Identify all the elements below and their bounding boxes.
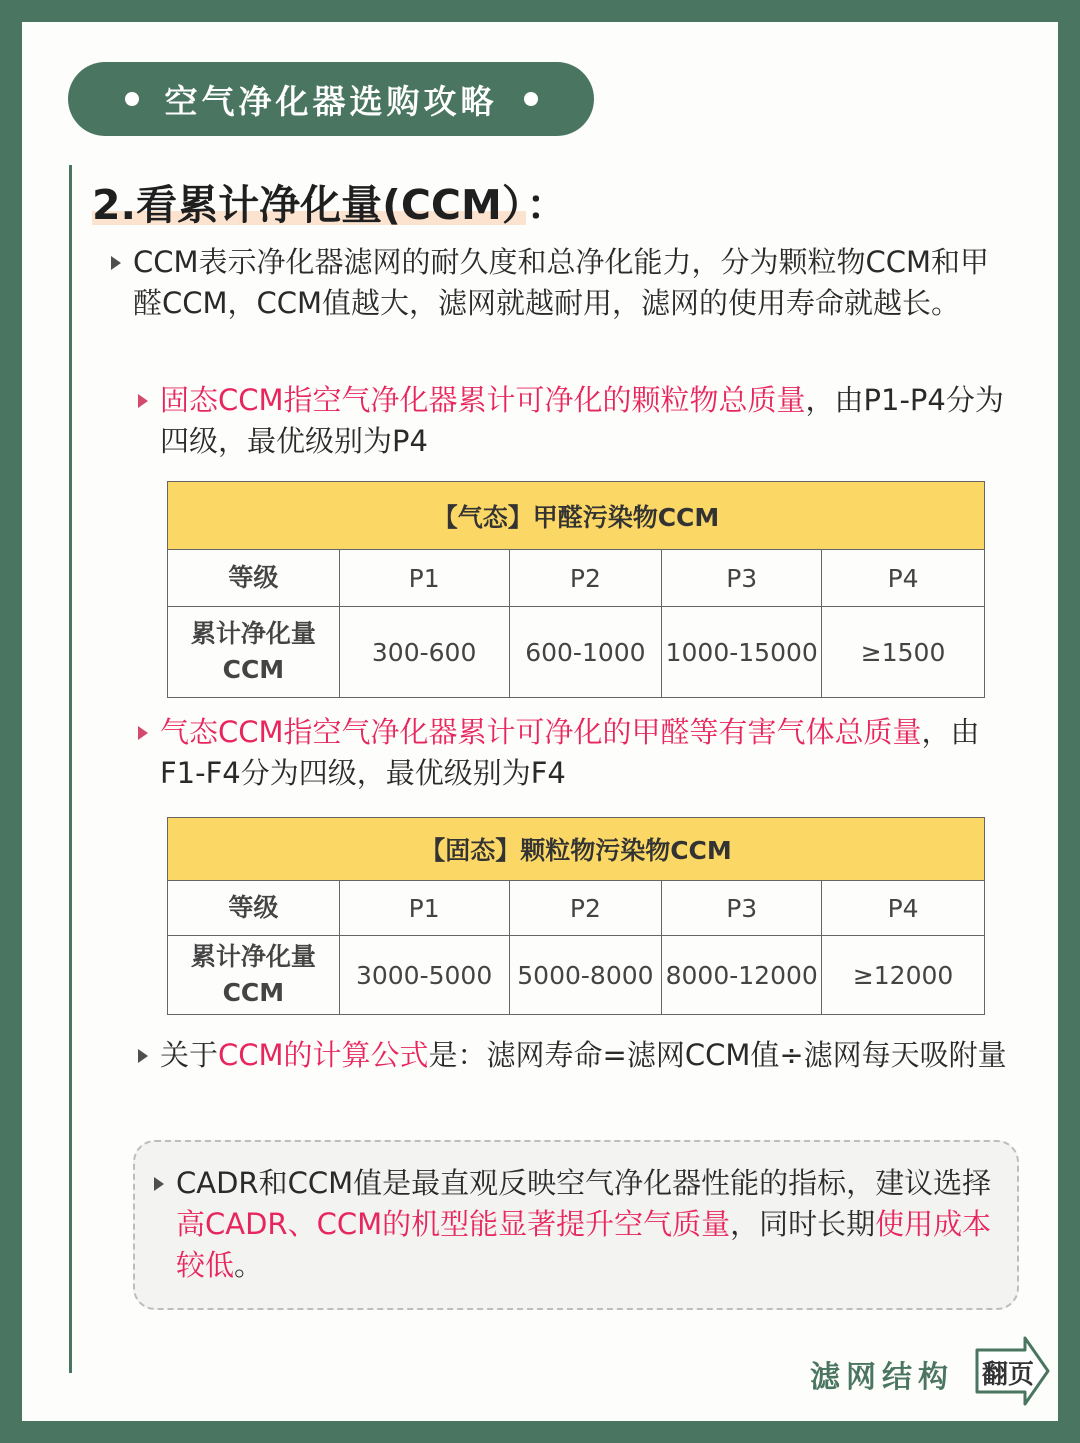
value-cell: 1000-15000 <box>662 607 822 698</box>
value-cell: 8000-12000 <box>662 936 822 1015</box>
value-cell: 300-600 <box>339 607 509 698</box>
bullet-dot-left <box>125 92 139 106</box>
gas-ccm-highlight: 气态CCM指空气净化器累计可净化的甲醛等有害气体总质量 <box>160 715 922 749</box>
table-title: 【气态】甲醛污染物CCM <box>168 482 985 550</box>
grade-cell: P2 <box>509 550 662 607</box>
bullet-triangle-icon <box>138 394 148 408</box>
table-row <box>168 881 985 936</box>
ccm-label-line1: 累计净化量 <box>190 942 316 971</box>
next-page-label: 翻页 <box>982 1360 1035 1390</box>
grade-cell: P4 <box>822 550 985 607</box>
value-cell: 3000-5000 <box>339 936 509 1015</box>
note-part2: ，同时长期 <box>730 1207 876 1241</box>
summary-note <box>176 1163 996 1286</box>
formula-prefix: 关于 <box>160 1038 219 1072</box>
solid-ccm-point <box>160 380 1010 462</box>
header-banner <box>68 62 594 136</box>
bullet-triangle-icon <box>111 256 121 270</box>
ccm-label-line1: 累计净化量 <box>190 619 316 648</box>
table-row <box>168 550 985 607</box>
table-row <box>168 936 985 1015</box>
grade-cell: P1 <box>339 550 509 607</box>
intro-text: CCM表示净化器滤网的耐久度和总净化能力，分为颗粒物CCM和甲醛CCM，CCM值越大，滤网就越耐用，滤网的使用寿命就越长。 <box>133 245 990 320</box>
section-heading <box>92 172 567 231</box>
section-heading-colon: ： <box>526 181 568 229</box>
bullet-triangle-icon <box>138 726 148 740</box>
bullet-dot-right <box>524 92 538 106</box>
note-part1: CADR和CCM值是最直观反映空气净化器性能的指标，建议选择 <box>176 1166 992 1200</box>
bullet-triangle-icon <box>138 1049 148 1063</box>
section-heading-text: 2.看累计净化量(CCM） <box>92 181 526 229</box>
formula-rest: 是：滤网寿命=滤网CCM值÷滤网每天吸附量 <box>428 1038 1007 1072</box>
solid-ccm-highlight: 固态CCM指空气净化器累计可净化的颗粒物总质量 <box>160 383 806 417</box>
grade-cell: P3 <box>662 550 822 607</box>
gas-ccm-table <box>167 481 985 698</box>
table-row <box>168 607 985 698</box>
solid-ccm-rest: ，由P1-P4分为四级，最优级别为P4 <box>160 383 1004 458</box>
ccm-label <box>168 607 340 698</box>
note-part3: 。 <box>234 1248 264 1282</box>
header-title: 空气净化器选购攻略 <box>164 81 498 121</box>
formula-highlight: CCM的计算公式 <box>218 1038 429 1072</box>
gas-ccm-point <box>160 712 1020 794</box>
value-cell: 600-1000 <box>509 607 662 698</box>
solid-ccm-table <box>167 817 985 1015</box>
grade-cell: P1 <box>339 881 509 936</box>
formula-point <box>160 1035 1030 1076</box>
table-title: 【固态】颗粒物污染物CCM <box>168 818 985 881</box>
grade-label: 等级 <box>168 881 340 936</box>
note-highlight1: 高CADR、CCM的机型能显著提升空气质量 <box>176 1207 731 1241</box>
note-highlight2: 使用成本较低 <box>176 1207 992 1282</box>
left-accent-line <box>69 165 72 1373</box>
grade-cell: P2 <box>509 881 662 936</box>
bullet-triangle-icon <box>154 1177 164 1191</box>
gas-ccm-rest: ，由F1-F4分为四级，最优级别为F4 <box>160 715 980 790</box>
value-cell: 5000-8000 <box>509 936 662 1015</box>
ccm-label-line2: CCM <box>222 978 285 1007</box>
grade-cell: P3 <box>662 881 822 936</box>
grade-label: 等级 <box>168 550 340 607</box>
value-cell: ≥12000 <box>822 936 985 1015</box>
next-page-button[interactable] <box>975 1336 1051 1406</box>
value-cell: ≥1500 <box>822 607 985 698</box>
grade-cell: P4 <box>822 881 985 936</box>
ccm-label-line2: CCM <box>222 655 285 684</box>
next-topic-label: 滤网结构 <box>810 1360 954 1395</box>
ccm-label <box>168 936 340 1015</box>
intro-paragraph <box>133 242 1013 324</box>
